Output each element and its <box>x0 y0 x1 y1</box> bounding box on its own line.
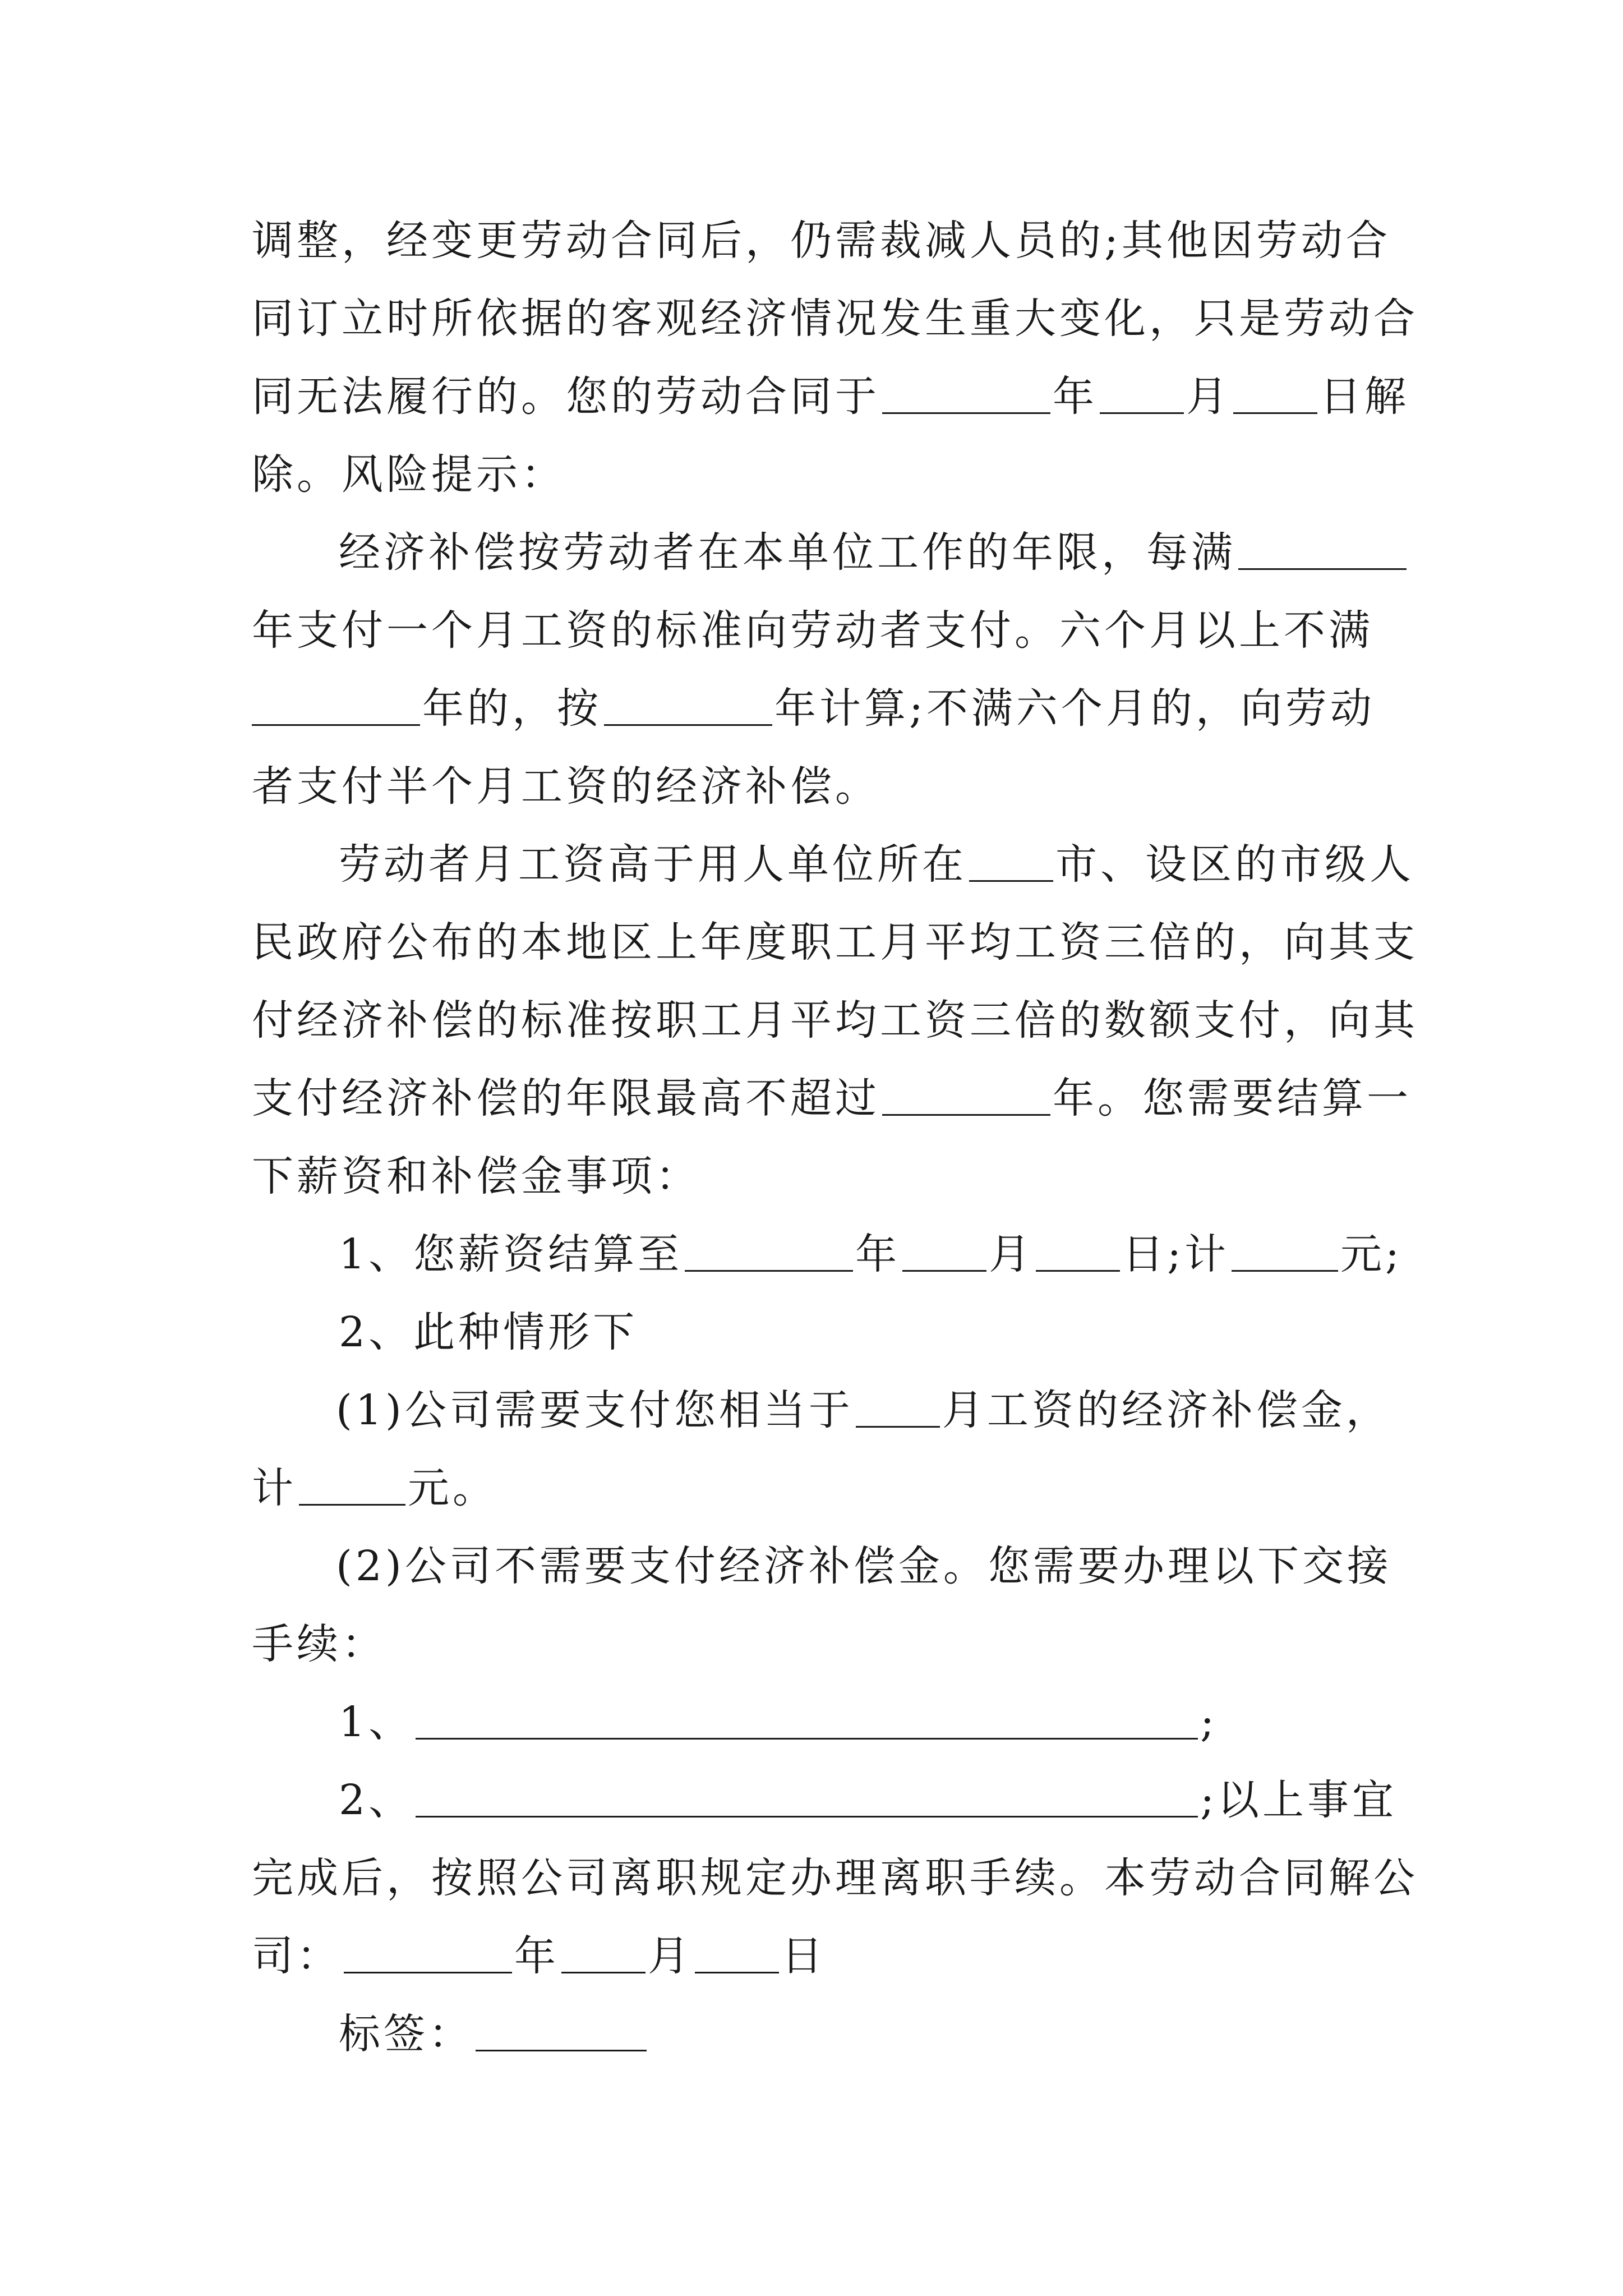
text: 年 <box>855 1230 901 1278</box>
text-line <box>252 1450 1385 1527</box>
text: 月 <box>648 1932 693 1980</box>
text: 日;计 <box>1122 1230 1230 1278</box>
text: 年 <box>1053 372 1098 421</box>
blank-tags <box>476 2008 647 2051</box>
text: ;以上事宜 <box>1200 1776 1398 1824</box>
text: 支付经济补偿的年限最高不超过 <box>252 1074 880 1122</box>
text-line <box>252 1294 1385 1372</box>
blank-handover <box>416 1696 1198 1740</box>
text: 年。您需要结算一 <box>1053 1074 1412 1122</box>
text: 经济补偿按劳动者在本单位工作的年限，每满 <box>339 528 1236 577</box>
text-line <box>252 1138 1385 1216</box>
text-line <box>252 202 1391 280</box>
blank-amount <box>1232 1228 1338 1272</box>
text-line <box>252 436 1385 514</box>
text-line <box>252 1527 1392 1605</box>
text: 日解 <box>1320 372 1409 421</box>
blank-month <box>561 1930 645 1973</box>
text: 日 <box>781 1932 826 1980</box>
text-line <box>252 748 1385 826</box>
blank-year <box>882 371 1050 414</box>
text-line <box>252 1605 1385 1683</box>
text: 司： <box>252 1932 342 1980</box>
text: 手续： <box>252 1620 386 1668</box>
blank-months <box>856 1384 940 1428</box>
text-line <box>252 1060 1412 1138</box>
text: 月 <box>989 1230 1034 1278</box>
text-line <box>252 514 1385 592</box>
text-line <box>252 592 1385 670</box>
blank-years <box>882 1073 1050 1116</box>
text-line <box>252 904 1418 982</box>
blank-years <box>252 683 420 726</box>
blank-day <box>1036 1228 1120 1272</box>
text-line <box>252 826 1414 904</box>
text: 劳动者月工资高于用人单位所在 <box>339 840 967 889</box>
text-line <box>252 1683 1385 1761</box>
text: 1、您薪资结算至 <box>339 1230 683 1278</box>
text-line <box>252 1372 1391 1450</box>
text: 年的，按 <box>422 684 602 733</box>
text: 年支付一个月工资的标准向劳动者支付。六个月以上不满 <box>252 606 1373 655</box>
text: 年计算;不满六个月的，向劳动 <box>774 684 1375 733</box>
text: 2、此种情形下 <box>339 1308 638 1356</box>
text-line <box>252 358 1409 436</box>
blank-years <box>604 683 772 726</box>
blank-city <box>969 839 1053 882</box>
text: 者支付半个月工资的经济补偿。 <box>252 762 880 811</box>
blank-years <box>1238 527 1407 570</box>
text: 月工资的经济补偿金， <box>942 1386 1391 1434</box>
blank-amount <box>299 1462 405 1506</box>
text: 同无法履行的。您的劳动合同于 <box>252 372 880 421</box>
text: 年 <box>514 1932 559 1980</box>
text: 除。风险提示： <box>252 450 566 499</box>
text-line <box>252 1216 1403 1294</box>
text: ; <box>1200 1698 1218 1746</box>
text: 计 <box>252 1464 297 1512</box>
text: 1、 <box>339 1698 414 1746</box>
text: 市、设区的市级人 <box>1055 840 1414 889</box>
text-line <box>252 1761 1398 1839</box>
text: (2)公司不需要支付经济补偿金。您需要办理以下交接 <box>336 1542 1392 1590</box>
text: 元; <box>1340 1230 1403 1278</box>
blank-year <box>344 1930 512 1973</box>
text: 付经济补偿的标准按职工月平均工资三倍的数额支付，向其 <box>252 996 1418 1045</box>
blank-year <box>685 1228 853 1272</box>
blank-day <box>695 1930 779 1973</box>
text-line <box>252 982 1418 1060</box>
blank-handover <box>416 1774 1198 1818</box>
text-line <box>252 670 1385 748</box>
tags-label: 标签： <box>339 2010 473 2058</box>
text-line <box>252 1917 1385 1995</box>
text: 元。 <box>408 1464 497 1512</box>
blank-month <box>1100 371 1184 414</box>
text: 完成后，按照公司离职规定办理离职手续。本劳动合同解公 <box>252 1854 1418 1902</box>
text: 月 <box>1186 372 1231 421</box>
text: 下薪资和补偿金事项： <box>252 1152 700 1200</box>
blank-day <box>1233 371 1317 414</box>
text: 民政府公布的本地区上年度职工月平均工资三倍的，向其支 <box>252 918 1418 967</box>
text: 同订立时所依据的客观经济情况发生重大变化，只是劳动合 <box>252 295 1418 343</box>
text-line <box>252 1839 1418 1917</box>
tags-line <box>252 1995 1385 2073</box>
text-line <box>252 280 1418 358</box>
text: 2、 <box>339 1776 414 1824</box>
text: 调整，经变更劳动合同后，仍需裁减人员的;其他因劳动合 <box>252 217 1391 265</box>
blank-month <box>902 1228 986 1272</box>
document-page <box>252 202 1418 2073</box>
text: (1)公司需要支付您相当于 <box>336 1386 854 1434</box>
